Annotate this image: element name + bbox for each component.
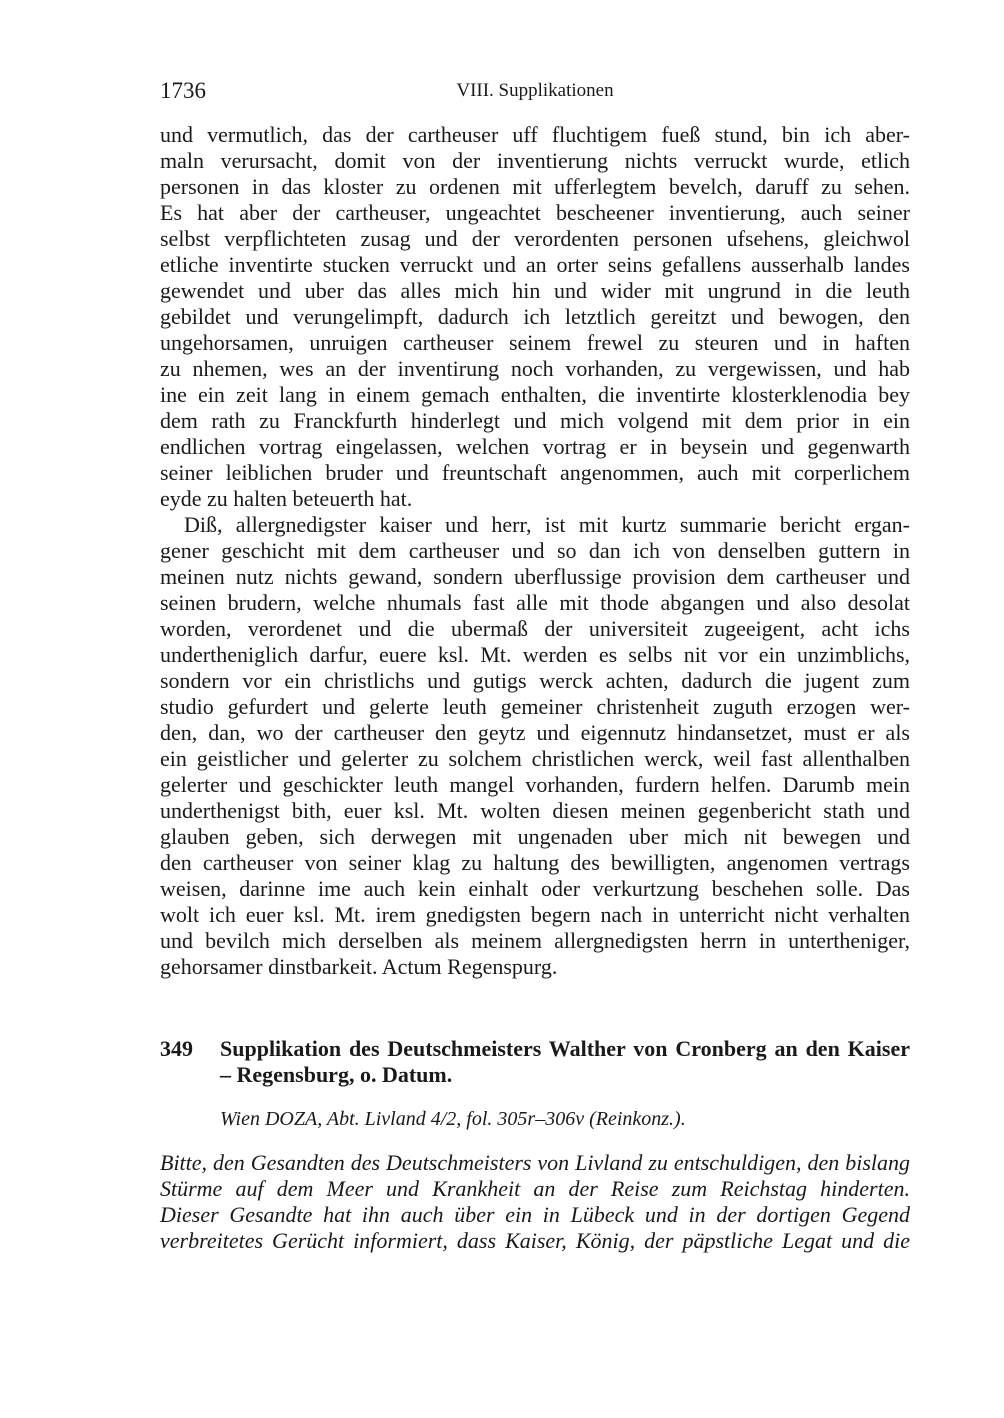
text-line: ein geistlicher und gelerter zu solchem christlichen werck, weil fast allenthalben	[160, 746, 910, 771]
text-line: dem rath zu Franckfurth hinderlegt und mich volgend mit dem prior in ein	[160, 408, 910, 433]
text-line: seinen brudern, welche nhumals fast alle mit thode abgangen und also desolat	[160, 590, 910, 615]
text-line: den cartheuser von seiner klag zu haltung des bewilligten, angenomen vertrags	[160, 850, 910, 875]
text-line: sondern vor ein christlichs und gutigs werck achten, dadurch die jugent zum	[160, 668, 910, 693]
text-line: studio gefurdert und gelerte leuth gemeiner christenheit zuguth erzogen wer-	[160, 694, 910, 719]
running-head: VIII. Supplikationen	[456, 80, 614, 101]
text-line: ine ein zeit lang in einem gemach enthalten, die inventirte klosterklenodia bey	[160, 382, 910, 407]
text-line: wolt ich euer ksl. Mt. irem gnedigsten begern nach in unterricht nicht verhalten	[160, 902, 910, 927]
summary-line: verbreitetes Gerücht informiert, dass Kaiser, König, der päpstliche Legat und die	[160, 1228, 910, 1253]
text-line: ungehorsamen, unruigen cartheuser seinem frewel zu steuren und in haften	[160, 330, 910, 355]
text-line: seiner leiblichen bruder und freuntschaft angenommen, auch mit corperlichem	[160, 460, 910, 485]
section-summary	[160, 1150, 910, 1254]
text-line: meinen nutz nichts gewand, sondern uberflussige provision dem cartheuser und	[160, 564, 910, 589]
text-line: den, dan, wo der cartheuser den geytz und eigennutz hindansetzet, must er als	[160, 720, 910, 745]
section-number: 349	[160, 1036, 193, 1061]
page-header	[160, 78, 910, 108]
paragraph-1	[160, 122, 910, 512]
source-citation: Wien DOZA, Abt. Livland 4/2, fol. 305r–306v (Reinkonz.).	[220, 1108, 686, 1130]
text-line: gewendet und uber das alles mich hin und wider mit ungrund in die leuth	[160, 278, 910, 303]
text-line: worden, verordenet und die ubermaß der universiteit zugeeigent, acht ichs	[160, 616, 910, 641]
text-line: Es hat aber der cartheuser, ungeachtet bescheener inventierung, auch seiner	[160, 200, 910, 225]
section-title	[220, 1036, 910, 1088]
text-line: etliche inventirte stucken verruckt und an orter seins gefallens ausserhalb landes	[160, 252, 910, 277]
text-line: glauben geben, sich derwegen mit ungenaden uber mich nit bewegen und	[160, 824, 910, 849]
text-line: personen in das kloster zu ordenen mit ufferlegtem bevelch, daruff zu sehen.	[160, 174, 910, 199]
body-text	[160, 122, 910, 980]
summary-line: Bitte, den Gesandten des Deutschmeisters von Livland zu entschuldigen, den bislang	[160, 1150, 910, 1175]
text-line: maln verursacht, domit von der inventierung nichts verruckt wurde, etlich	[160, 148, 910, 173]
section-title-line: Supplikation des Deutschmeisters Walther von Cronberg an den Kaiser	[220, 1036, 910, 1061]
text-line: weisen, darinne ime auch kein einhalt oder verkurtzung beschehen solle. Das	[160, 876, 910, 901]
text-line: undertheniglich darfur, euere ksl. Mt. werden es selbs nit vor ein unzimblichs,	[160, 642, 910, 667]
section-title-line: – Regensburg, o. Datum.	[220, 1062, 453, 1087]
text-line: und vermutlich, das der cartheuser uff fluchtigem fueß stund, bin ich aber-	[160, 122, 910, 147]
text-line: und bevilch mich derselben als meinem allergnedigsten herrn in untertheniger,	[160, 928, 910, 953]
text-line: underthenigst bith, euer ksl. Mt. wolten diesen meinen gegenbericht stath und	[160, 798, 910, 823]
text-line: gehorsamer dinstbarkeit. Actum Regenspurg.	[160, 954, 558, 979]
paragraph-2	[160, 512, 910, 980]
text-line: selbst verpflichteten zusag und der verordenten personen ufsehens, gleichwol	[160, 226, 910, 251]
text-line: eyde zu halten beteuerth hat.	[160, 486, 413, 511]
summary-line: Stürme auf dem Meer und Krankheit an der Reise zum Reichstag hinderten.	[160, 1176, 910, 1201]
text-line: gelerter und geschickter leuth mangel vorhanden, furdern helfen. Darumb mein	[160, 772, 910, 797]
text-line: gener geschicht mit dem cartheuser und so dan ich von denselben guttern in	[160, 538, 910, 563]
text-line: endlichen vortrag eingelassen, welchen vortrag er in beysein und gegenwarth	[160, 434, 910, 459]
summary-line: Dieser Gesandte hat ihn auch über ein in Lübeck und in der dortigen Gegend	[160, 1202, 910, 1227]
page-number: 1736	[160, 78, 206, 103]
text-line: Diß, allergnedigster kaiser und herr, ist mit kurtz summarie bericht ergan-	[184, 512, 910, 537]
text-line: gebildet und verungelimpft, dadurch ich letztlich gereitzt und bewogen, den	[160, 304, 910, 329]
text-line: zu nhemen, wes an der inventirung noch vorhanden, zu vergewissen, und hab	[160, 356, 910, 381]
